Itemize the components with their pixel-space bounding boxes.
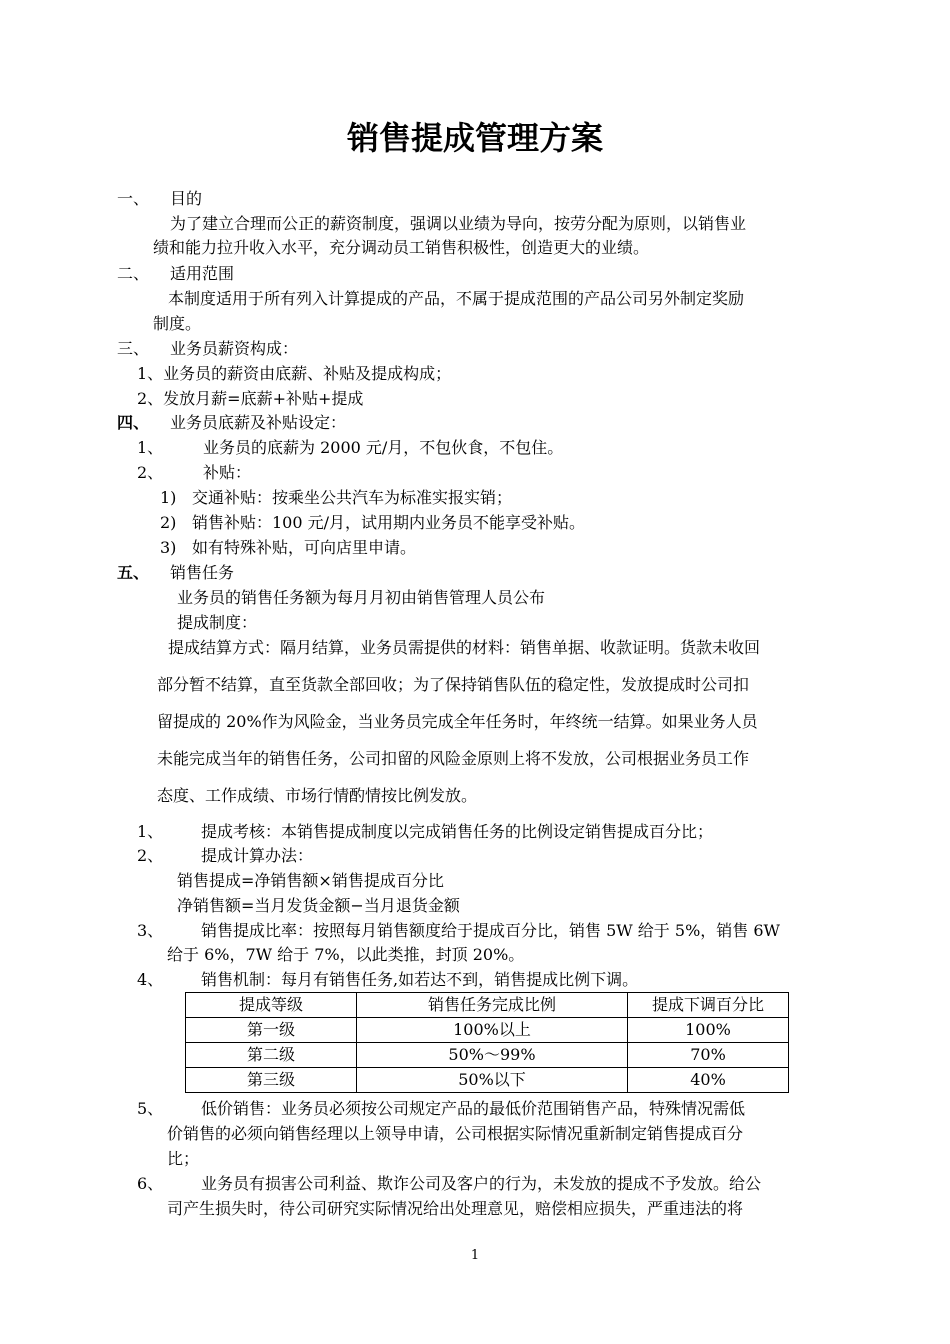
section-3-heading: 业务员薪资构成： (170, 339, 299, 358)
section-4-item-number: 2、 (137, 463, 164, 482)
table-cell: 第三级 (186, 1068, 357, 1093)
section-2-heading: 适用范围 (170, 264, 235, 283)
table-cell: 第二级 (186, 1043, 357, 1068)
table-cell: 第一级 (186, 1018, 357, 1043)
table-row (186, 1043, 789, 1068)
item-text: 司产生损失时，待公司研究实际情况给出处理意见，赔偿相应损失，严重违法的将 (167, 1199, 744, 1218)
commission-paragraph-line: 未能完成当年的销售任务，公司扣留的风险金原则上将不发放，公司根据业务员工作 (157, 749, 750, 768)
item-text: 提成考核：本销售提成制度以完成销售任务的比例设定销售提成百分比； (201, 822, 714, 841)
section-1-heading: 目的 (170, 189, 203, 208)
section-2-line: 本制度适用于所有列入计算提成的产品，不属于提成范围的产品公司另外制定奖励 (168, 289, 745, 308)
item-text: 比； (167, 1149, 200, 1168)
table-cell: 100%以上 (357, 1018, 628, 1043)
item-number: 5、 (137, 1099, 164, 1118)
table-cell: 50%以下 (357, 1068, 628, 1093)
subitem-text: 销售补贴：100 元/月，试用期内业务员不能享受补贴。 (192, 513, 586, 532)
section-5-heading: 销售任务 (170, 563, 235, 582)
subitem-text: 如有特殊补贴，可向店里申请。 (192, 538, 417, 557)
item-number: 4、 (137, 970, 164, 989)
section-3-number: 三、 (117, 339, 150, 358)
table-cell: 40% (628, 1068, 789, 1093)
item-number: 1、 (137, 822, 164, 841)
section-3-item: 2、发放月薪=底薪+补贴+提成 (137, 389, 364, 408)
subitem-number: 3) (160, 538, 177, 557)
formula-line: 销售提成=净销售额×销售提成百分比 (177, 871, 444, 890)
section-2-number: 二、 (117, 264, 150, 283)
section-4-number: 四、 (117, 413, 150, 432)
section-4-item-number: 1、 (137, 438, 164, 457)
subitem-number: 2) (160, 513, 177, 532)
item-number: 2、 (137, 846, 164, 865)
item-text: 销售机制：每月有销售任务,如若达不到，销售提成比例下调。 (201, 970, 639, 989)
item-text: 给于 6%，7W 给于 7%，以此类推，封顶 20%。 (167, 945, 525, 964)
commission-paragraph-line: 提成结算方式：隔月结算，业务员需提供的材料：销售单据、收款证明。货款未收回 (168, 638, 761, 657)
item-text: 销售提成比率：按照每月销售额度给于提成百分比，销售 5W 给于 5%，销售 6W (201, 921, 780, 940)
table-row (186, 1018, 789, 1043)
table-header-cell: 销售任务完成比例 (357, 993, 628, 1018)
item-text: 低价销售：业务员必须按公司规定产品的最低价范围销售产品，特殊情况需低 (201, 1099, 746, 1118)
section-3-item: 1、业务员的薪资由底薪、补贴及提成构成； (137, 364, 452, 383)
commission-paragraph-line: 部分暂不结算，直至货款全部回收；为了保持销售队伍的稳定性，发放提成时公司扣 (157, 675, 750, 694)
section-5-line: 业务员的销售任务额为每月月初由销售管理人员公布 (177, 588, 546, 607)
table-cell: 70% (628, 1043, 789, 1068)
formula-line: 净销售额=当月发货金额−当月退货金额 (177, 896, 460, 915)
section-5-number: 五、 (117, 563, 150, 582)
commission-rate-table (185, 992, 789, 1093)
section-5-line: 提成制度： (177, 613, 258, 632)
table-header-cell: 提成下调百分比 (628, 993, 789, 1018)
section-1-number: 一、 (117, 189, 150, 208)
table-row (186, 1068, 789, 1093)
table-cell: 50%～99% (357, 1043, 628, 1068)
item-text: 价销售的必须向销售经理以上领导申请，公司根据实际情况重新制定销售提成百分 (167, 1124, 744, 1143)
section-2-line: 制度。 (153, 314, 202, 333)
commission-paragraph-line: 态度、工作成绩、市场行情酌情按比例发放。 (157, 786, 478, 805)
section-1-line: 为了建立合理而公正的薪资制度，强调以业绩为导向，按劳分配为原则，以销售业 (170, 214, 747, 233)
table-header-row (186, 993, 789, 1018)
page-number: 1 (470, 1248, 480, 1263)
section-4-item-text: 业务员的底薪为 2000 元/月，不包伙食，不包住。 (203, 438, 564, 457)
table-cell: 100% (628, 1018, 789, 1043)
commission-paragraph-line: 留提成的 20%作为风险金，当业务员完成全年任务时，年终统一结算。如果业务人员 (157, 712, 758, 731)
subitem-number: 1) (160, 488, 177, 507)
section-1-line: 绩和能力拉升收入水平，充分调动员工销售积极性，创造更大的业绩。 (153, 238, 650, 257)
section-4-heading: 业务员底薪及补贴设定： (170, 413, 347, 432)
subitem-text: 交通补贴：按乘坐公共汽车为标准实报实销； (192, 488, 513, 507)
item-number: 6、 (137, 1174, 164, 1193)
item-text: 业务员有损害公司利益、欺诈公司及客户的行为，未发放的提成不予发放。给公 (201, 1174, 762, 1193)
document-title: 销售提成管理方案 (346, 119, 603, 157)
section-4-item-text: 补贴： (203, 463, 252, 482)
item-number: 3、 (137, 921, 164, 940)
item-text: 提成计算办法： (201, 846, 314, 865)
table-header-cell: 提成等级 (186, 993, 357, 1018)
